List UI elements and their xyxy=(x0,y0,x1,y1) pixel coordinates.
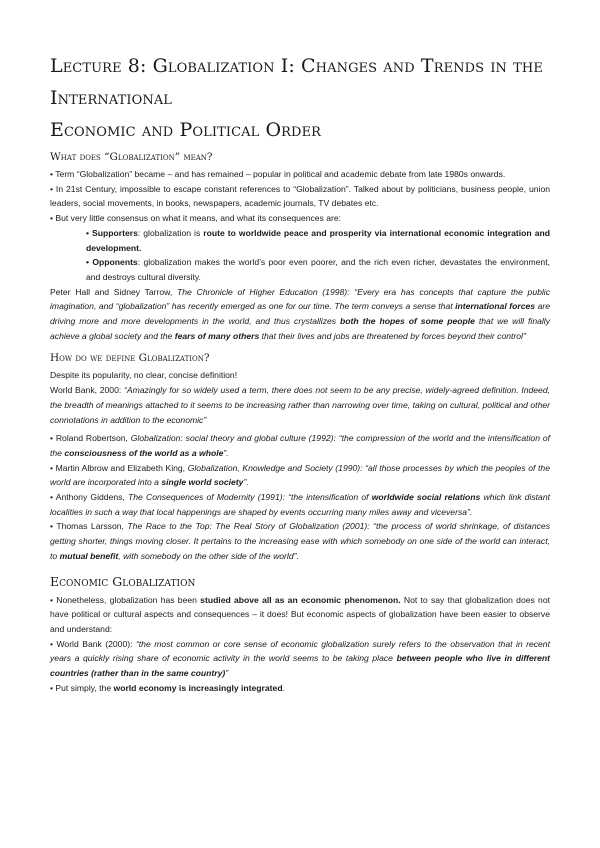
bullet-term-popular: • Term “Globalization” became – and has remained – popular in political and academic debate from late 1980s onwards. xyxy=(50,169,506,179)
bullet-economic-phenomenon: • Nonetheless, globalization has been studied above all as an economic phenomenon. Not to say that globalization does not have political or cultural aspects and consequences – it does! But economic aspects of globalization have been easier to observe and understand: xyxy=(50,594,551,634)
opponents-label: • Opponents xyxy=(86,257,138,268)
heading-what-globalization-means: What does “Globalization” mean? xyxy=(50,151,213,163)
title-line-2: Economic and Political Order xyxy=(50,119,322,141)
page-title xyxy=(50,50,550,146)
bullet-little-consensus: • But very little consensus on what it means, and what its consequences are: xyxy=(50,213,342,224)
quote-world-bank-2000: World Bank, 2000: “Amazingly for so widely used a term, there does not seem to be any precise, widely-agreed definition. Indeed, the breadth of meanings attached to it seems to be increasing rather than narrowing over time, taking on cultural, political and other connotations in addition to the economic” xyxy=(50,385,550,425)
quote-world-bank-economic: • World Bank (2000): “the most common or core sense of economic globalization surely refers to the observation that in recent years a quickly rising share of economic activity in the world seems to be taking place between people who live in different countries (rather than in the same country)” xyxy=(50,638,551,679)
quote-robertson: • Roland Robertson, Globalization: social theory and global culture (1992): “the compression of the world and the intensification of the consciousness of the world as a whole”. xyxy=(50,433,550,458)
supporters-label: • Supporters xyxy=(86,227,138,238)
quote-hall-tarrow: Peter Hall and Sidney Tarrow, The Chronicle of Higher Education (1998): “Every era has concepts that capture the public imagination, and “globalization” has recently emerged as one for our time. The term conveys a sense that international forces are driving more and more developments in the world, and thus crystallizes both the hopes of some people that we will finally achieve a global society and the fears of many others that their lives and jobs are threatened by forces beyond their control” xyxy=(50,286,551,341)
quote-albrow-king: • Martin Albrow and Elizabeth King, Globalization, Knowledge and Society (1990): “all those processes by which the peoples of the world are incorporated into a single world society”. xyxy=(50,462,550,488)
heading-economic-globalization: Economic Globalization xyxy=(50,573,196,589)
bullet-supporters: • Supporters: globalization is route to worldwide peace and prosperity via international economic integration and development. xyxy=(86,227,550,253)
bullet-opponents: • Opponents: globalization makes the world’s poor even poorer, and the rich even richer, devastates the environment, and destroys cultural diversity. xyxy=(86,257,550,282)
bullet-put-simply: • Put simply, the world economy is increasingly integrated. xyxy=(50,682,285,693)
quote-larsson: • Thomas Larsson, The Race to the Top: The Real Story of Globalization (2001): “the process of world shrinkage, of distances getting shorter, things moving closer. It pertains to the increasing ease with which somebody on one side of the world can interact, to mutual benefit, with somebody on the other side of the world”. xyxy=(50,521,550,561)
heading-how-define-globalization: How do we define Globalization? xyxy=(50,352,210,365)
bullet-21st-century: • In 21st Century, impossible to escape constant references to “Globalization”. Talked about by politicians, business people, union leaders, social movements, in books, newspapers, academic journals, TV debates etc. xyxy=(50,183,550,209)
intro-no-definition: Despite its popularity, no clear, concise definition! xyxy=(50,370,238,381)
quote-giddens: • Anthony Giddens, The Consequences of Modernity (1991): “the intensification of worldwide social relations which link distant localities in such a way that local happenings are shaped by events occurring many miles away and viceversa”. xyxy=(50,492,550,517)
title-line-1: Lecture 8: Globalization I: Changes and Trends in the International xyxy=(50,55,543,109)
